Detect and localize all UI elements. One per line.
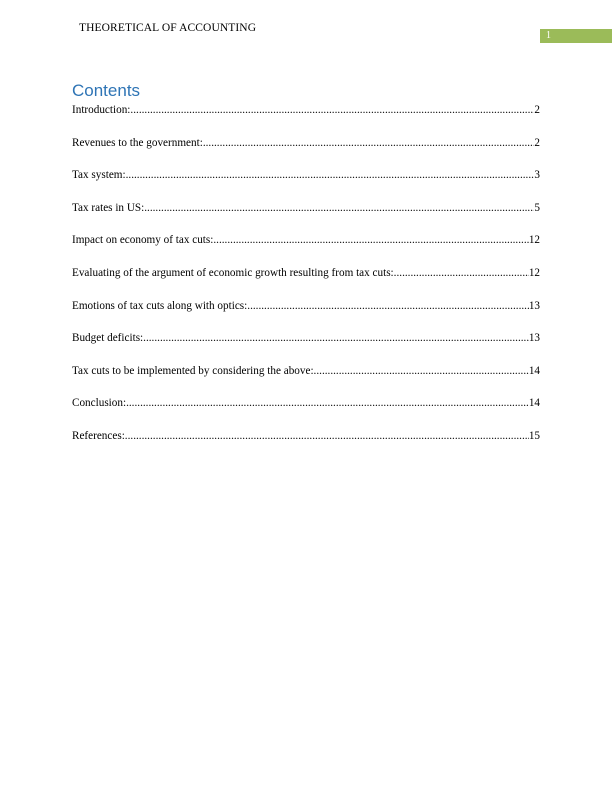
toc-entry-title: Conclusion: (72, 397, 127, 410)
toc-dot-leader (203, 137, 535, 149)
toc-entry-conclusion[interactable] (72, 397, 540, 430)
toc-entry-evaluating-argument[interactable] (72, 267, 540, 300)
toc-entry-page: 15 (528, 429, 540, 442)
toc-entry-impact-on-economy[interactable] (72, 234, 540, 267)
toc-entry-title: References: (72, 429, 125, 442)
running-header-title: THEORETICAL OF ACCOUNTING (79, 22, 257, 34)
toc-entry-title: Tax system: (72, 169, 126, 182)
toc-entry-page: 13 (528, 299, 540, 312)
toc-entry-title: Emotions of tax cuts along with optics: (72, 299, 248, 312)
table-of-contents (72, 104, 540, 463)
toc-dot-leader (314, 365, 529, 377)
toc-entry-title: Impact on economy of tax cuts: (72, 234, 214, 247)
toc-dot-leader (143, 332, 529, 344)
toc-entry-tax-cuts-implemented[interactable] (72, 365, 540, 398)
toc-dot-leader (144, 202, 534, 214)
toc-entry-page: 3 (534, 169, 540, 182)
toc-heading: Contents (72, 81, 141, 100)
toc-entry-title: Introduction: (72, 104, 131, 116)
toc-entry-title: Tax rates in US: (72, 201, 145, 214)
toc-entry-page: 5 (534, 201, 540, 214)
toc-entry-emotions-optics[interactable] (72, 300, 540, 333)
toc-entry-title: Budget deficits: (72, 332, 144, 345)
toc-dot-leader (126, 397, 529, 409)
toc-entry-page: 12 (528, 234, 540, 247)
toc-entry-title: Evaluating of the argument of economic growth resulting from tax cuts: (72, 266, 394, 279)
toc-entry-introduction[interactable] (72, 104, 540, 137)
toc-entry-tax-rates[interactable] (72, 202, 540, 235)
toc-entry-references[interactable] (72, 430, 540, 463)
toc-entry-tax-system[interactable] (72, 169, 540, 202)
toc-dot-leader (130, 104, 534, 116)
toc-dot-leader (126, 169, 535, 181)
toc-entry-budget-deficits[interactable] (72, 332, 540, 365)
toc-entry-page: 2 (534, 136, 540, 149)
toc-entry-page: 14 (528, 364, 540, 377)
toc-entry-page: 2 (534, 104, 540, 116)
toc-dot-leader (247, 300, 529, 312)
toc-entry-page: 13 (528, 332, 540, 345)
toc-entry-title: Tax cuts to be implemented by considering the above: (72, 364, 314, 377)
toc-entry-title: Revenues to the government: (72, 136, 203, 149)
toc-entry-page: 12 (528, 266, 540, 279)
toc-dot-leader (213, 234, 528, 246)
toc-dot-leader (394, 267, 529, 279)
toc-entry-page: 14 (528, 397, 540, 410)
toc-entry-revenues[interactable] (72, 137, 540, 170)
toc-dot-leader (125, 430, 529, 442)
page-number-badge: 1 (540, 29, 612, 43)
